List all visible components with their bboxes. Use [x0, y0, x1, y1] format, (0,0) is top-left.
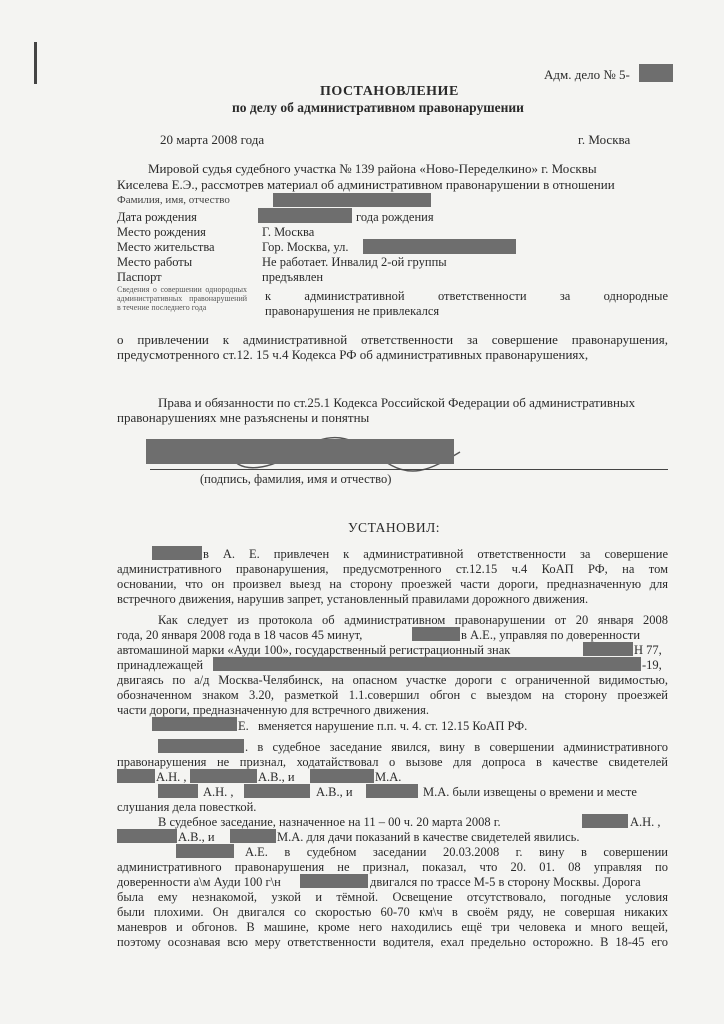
work-label: Место работы: [117, 255, 193, 269]
redacted-block: [582, 814, 628, 828]
p1-line-4: встречного движения, нарушив запрет, установленный правилами дорожного движения.: [117, 592, 589, 606]
redacted-block: [152, 546, 202, 560]
redacted-block: [273, 193, 431, 207]
p6-line-2a: А.В., и: [178, 830, 215, 844]
passport-label: Паспорт: [117, 270, 162, 284]
redacted-signature: [146, 439, 454, 464]
charge-line-2: предусмотренного ст.12. 15 ч.4 Кодекса РФ об административных правонарушениях,: [117, 347, 589, 362]
case-number: Адм. дело № 5-: [544, 67, 630, 82]
birthplace-value: Г. Москва: [262, 225, 315, 239]
p5-line-1a: А.Н. ,: [203, 785, 234, 799]
redacted-block: [117, 769, 155, 783]
p1-line-2: административного правонарушения, предусмотренного ст.12.15 ч.4 КоАП РФ, на том: [117, 562, 668, 576]
p3-line-1b: вменяется нарушение п.п. ч. 4. ст. 12.15 КоАП РФ.: [258, 719, 528, 733]
document-title: ПОСТАНОВЛЕНИЕ: [320, 84, 459, 99]
redacted-block: [258, 208, 352, 223]
p4-line-2: правонарушения не признал, ходатайствовал о вызове для допроса в качестве свидетелей: [117, 755, 668, 769]
p4-line-3b: А.В., и: [258, 770, 295, 784]
residence-label: Место жительства: [117, 240, 215, 254]
redacted-block: [158, 784, 198, 798]
charge-line-1: о привлечении к административной ответственности за совершение правонарушения,: [117, 332, 668, 347]
p7-line-7: поэтому осознавая всю меру ответственности водителя, ехал предельно осторожно. В 18-45 его: [117, 935, 668, 949]
signature-caption: (подпись, фамилия, имя и отчество): [200, 472, 392, 486]
binding-mark: [34, 42, 37, 84]
p5-line-2: слушания дела повесткой.: [117, 800, 257, 814]
p2-line-7: части дороги, предназначенную для встречного движения.: [117, 703, 429, 717]
redacted-block: [158, 739, 244, 753]
p2-line-2a: года, 20 января 2008 года в 18 часов 45 минут,: [117, 628, 363, 642]
prior-offences-label: Сведения о совершении однородных административных правонарушений в течение последнего года: [117, 285, 247, 312]
redacted-block: [363, 239, 516, 254]
signature-line: [150, 469, 668, 470]
document-date: 20 марта 2008 года: [160, 132, 265, 147]
redacted-block: [366, 784, 418, 798]
p1-line-3: основании, что он произвел выезд на сторону проезжей части дороги, предназначенную для: [117, 577, 668, 591]
redacted-block: [176, 844, 234, 858]
p4-line-3a: А.Н. ,: [156, 770, 187, 784]
p7-line-2: административного правонарушения не признал, показал, что 20. 01. 08 управляя по: [117, 860, 668, 874]
intro-line-2: Киселева Е.Э., рассмотрев материал об административном правонарушении в отношении: [117, 177, 615, 192]
prior-offences-value-1: к административной ответственности за однородные: [265, 289, 668, 303]
p5-line-1c: М.А. были извещены о времени и месте: [423, 785, 637, 799]
p7-line-5: были плохими. Он двигался со скоростью 60-70 км\ч в своём ряду, не совершая никаких: [117, 905, 668, 919]
section-heading: УСТАНОВИЛ:: [348, 520, 441, 535]
redacted-block: [583, 642, 633, 656]
p2-line-3b: Н 77,: [634, 643, 662, 657]
p2-line-2b: в А.Е., управляя по доверенности: [461, 628, 641, 642]
p2-line-1: Как следует из протокола об административном правонарушении от 20 января 2008: [158, 613, 668, 627]
intro-line-1: Мировой судья судебного участка № 139 района «Ново-Переделкино» г. Москвы: [148, 161, 597, 176]
redacted-block: [244, 784, 310, 798]
p6-line-2b: М.А. для дачи показаний в качестве свидетелей явились.: [277, 830, 580, 844]
p2-line-4a: принадлежащей: [117, 658, 204, 672]
work-value: Не работает. Инвалид 2-ой группы: [262, 255, 447, 269]
redacted-block: [213, 657, 641, 671]
p7-line-1a: А.Е. в судебном заседании 20.03.2008 г. вину в совершении: [245, 845, 668, 859]
document-subtitle: по делу об административном правонарушении: [232, 100, 524, 115]
birthplace-label: Место рождения: [117, 225, 206, 239]
redacted-block: [310, 769, 374, 783]
birth-label: Дата рождения: [117, 210, 197, 224]
fio-label: Фамилия, имя, отчество: [117, 194, 230, 206]
p7-line-6: маневров и обгонов. В машине, кроме него находились ещё три человека и много вещей,: [117, 920, 668, 934]
redacted-block: [230, 829, 276, 843]
passport-value: предъявлен: [262, 270, 324, 284]
p5-line-1b: А.В., и: [316, 785, 353, 799]
rights-line-1: Права и обязанности по ст.25.1 Кодекса Российской Федерации об административных: [158, 395, 636, 410]
p6-line-1a: В судебное заседание, назначенное на 11 – 00 ч. 20 марта 2008 г.: [158, 815, 501, 829]
redacted-block: [300, 874, 368, 888]
redacted-block: [639, 64, 673, 82]
p7-line-3a: доверенности а\м Ауди 100 г\н: [117, 875, 281, 889]
p7-line-3b: двигался по трассе М-5 в сторону Москвы. Дорога: [370, 875, 641, 889]
redacted-block: [117, 829, 177, 843]
p6-line-1b: А.Н. ,: [630, 815, 661, 829]
birth-value: года рождения: [356, 210, 434, 224]
p1-line-1: в А. Е. привлечен к административной ответственности за совершение: [203, 547, 668, 561]
redacted-block: [412, 627, 460, 641]
p3-line-1a: Е.: [238, 719, 249, 733]
rights-line-2: правонарушениях мне разъяснены и понятны: [117, 410, 370, 425]
redacted-block: [190, 769, 257, 783]
p7-line-4: была ему незнакомой, узкой и тёмной. Освещение отсутствовало, погодные условия: [117, 890, 668, 904]
p4-line-1: . в судебное заседание явился, вину в совершении административного: [245, 740, 668, 754]
prior-offences-value-2: правонарушения не привлекался: [265, 304, 440, 318]
p2-line-6: обозначенном знаком 3.20, разметкой 1.1.совершил обгон с выездом на сторону проезжей: [117, 688, 668, 702]
p2-line-3a: автомашиной марки «Ауди 100», государственный регистрационный знак: [117, 643, 511, 657]
p2-line-5: двигаясь по а/д Москва-Челябинск, на опасном участке дороги с ограниченной видимостью,: [117, 673, 668, 687]
p4-line-3c: М.А.: [375, 770, 402, 784]
residence-value: Гор. Москва, ул.: [262, 240, 349, 254]
document-city: г. Москва: [578, 132, 631, 147]
redacted-block: [152, 717, 237, 731]
p2-line-4b: -19,: [642, 658, 662, 672]
